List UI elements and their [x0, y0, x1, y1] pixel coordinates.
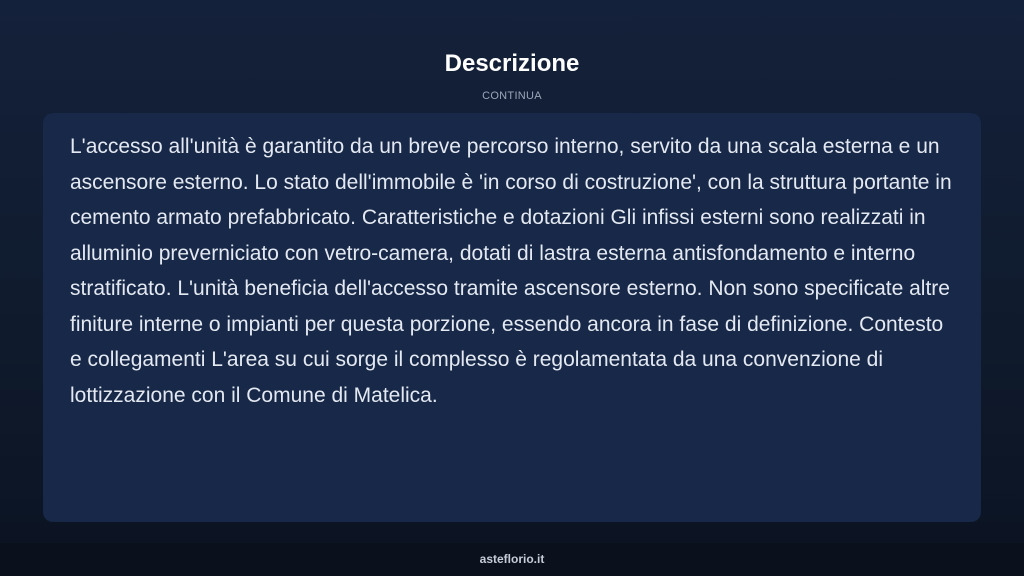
page-title: Descrizione [444, 50, 580, 77]
description-text: L'accesso all'unità è garantito da un breve percorso interno, servito da una scala esterna e un ascensore esterno. Lo stato dell'immobile è 'in corso di costruzione', con la struttura portante in cemento armato prefabbricato. Caratteristiche e dotazioni Gli infissi esterni sono realizzati in alluminio preverniciato con vetro-camera, dotati di lastra esterna antisfondamento e interno stratificato. L'unità beneficia dell'accesso tramite ascensore esterno. Non sono specificate altre finiture interne o impianti per questa porzione, essendo ancora in fase di definizione. Contesto e collegamenti L'area su cui sorge il complesso è regolamentata da una convenzione di lottizzazione con il Comune di Matelica. [70, 135, 952, 407]
page-subtitle: CONTINUA [482, 90, 542, 102]
description-card [43, 113, 981, 522]
footer [0, 543, 1024, 576]
footer-brand: asteflorio.it [479, 552, 545, 566]
